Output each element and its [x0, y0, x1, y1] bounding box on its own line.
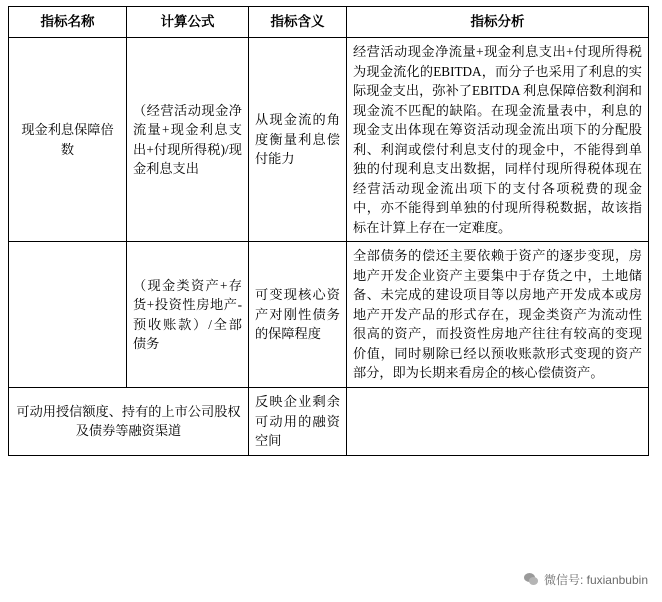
header-metric-name: 指标名称 — [9, 7, 127, 38]
page-footer — [0, 566, 662, 596]
cell-metric-name: 现金利息保障倍数 — [9, 37, 127, 241]
cell-metric-name: 可动用授信额度、持有的上市公司股权及债券等融资渠道 — [9, 388, 249, 456]
table-row — [9, 388, 649, 456]
wechat-label: 微信号: fuxianbubin — [543, 573, 648, 587]
header-analysis: 指标分析 — [347, 7, 649, 38]
wechat-watermark — [524, 571, 648, 588]
cell-analysis — [347, 388, 649, 456]
cell-meaning: 反映企业剩余可动用的融资空间 — [249, 388, 347, 456]
cell-formula: （现金类资产+存货+投资性房地产-预收账款）/全部债务 — [127, 242, 249, 388]
table-header-row — [9, 7, 649, 38]
cell-meaning: 可变现核心资产对刚性债务的保障程度 — [249, 242, 347, 388]
cell-meaning: 从现金流的角度衡量利息偿付能力 — [249, 37, 347, 241]
header-meaning: 指标含义 — [249, 7, 347, 38]
cell-metric-name — [9, 242, 127, 388]
header-formula: 计算公式 — [127, 7, 249, 38]
wechat-icon — [524, 573, 539, 586]
cell-formula: （经营活动现金净流量+现金利息支出+付现所得税)/现金利息支出 — [127, 37, 249, 241]
table-row — [9, 37, 649, 241]
cell-analysis: 经营活动现金净流量+现金利息支出+付现所得税为现金流化的EBITDA，而分子也采用了利息的实际现金支出，弥补了EBITDA 利息保障倍数利润和现金流不匹配的缺陷。在现金流量表中，利息的现金支出体现在筹资活动现金流出项下的分配股利、利润或偿付利息支付的现金中，不能得到单独的付现利息支出数据，同样付现所得税体现在经营活动现金流出项下的支付各项税费的现金中，亦不能得到单独的付现所得税数据，故该指标在计算上存在一定难度。 — [347, 37, 649, 241]
document-page — [0, 6, 662, 602]
cell-analysis: 全部债务的偿还主要依赖于资产的逐步变现，房地产开发企业资产主要集中于存货之中，土地储备、未完成的建设项目等以房地产开发成本或房地产开发产品的形式存在，现金类资产为流动性很高的资产，而投资性房地产往往有较高的变现价值，同时剔除已经以预收账款形式变现的资产部分，即为长期来看房企的核心偿债资产。 — [347, 242, 649, 388]
metrics-table — [8, 6, 649, 456]
table-row — [9, 242, 649, 388]
